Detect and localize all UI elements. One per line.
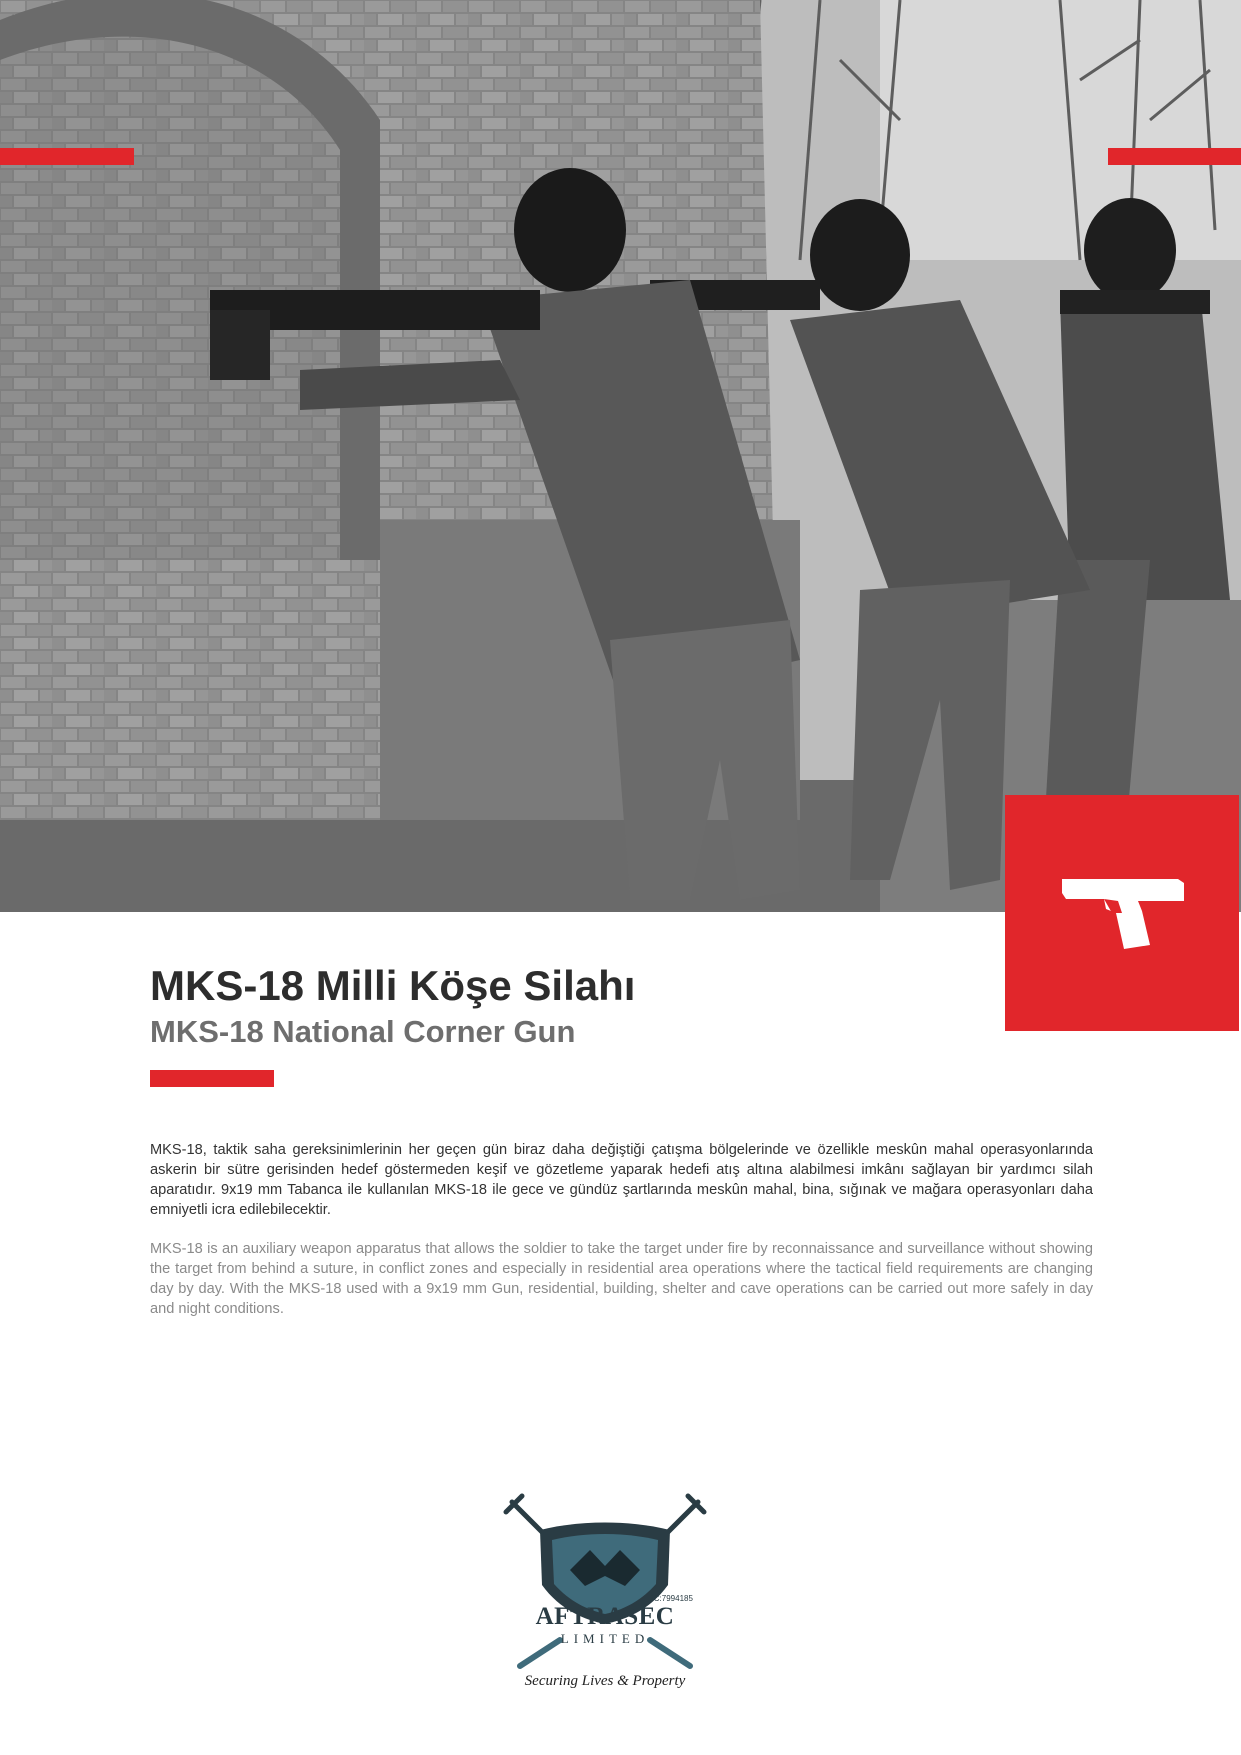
accent-bar-top-left bbox=[0, 148, 134, 165]
description-turkish: MKS-18, taktik saha gereksinimlerinin her geçen gün biraz daha değiştiği çatışma bölgelerinde ve özellikle meskûn mahal operasyonlarında askerin bir sütre gerisinden hedef göstermeden keşif ve gözetleme yaparak hedefi atış altına alabilmesi imkânı sağlayan bir yardımcı silah aparatıdır. 9x19 mm Tabanca ile kullanılan MKS-18 ile gece ve gündüz şartlarında meskûn mahal, bina, sığınak ve mağara operasyonları daha emniyetli icra edilebilecektir. bbox=[150, 1142, 1093, 1218]
page-subtitle: MKS-18 National Corner Gun bbox=[150, 1014, 576, 1049]
title-accent-bar bbox=[150, 1070, 274, 1087]
company-registration: RC:7994185 bbox=[648, 1594, 693, 1603]
company-suffix: LIMITED bbox=[560, 1631, 650, 1646]
description-english: MKS-18 is an auxiliary weapon apparatus that allows the soldier to take the target under fire by reconnaissance and surveillance without showing the target from behind a suture, in conflict zones and especially in residential area operations where the tactical field requirements are changing day by day. With the MKS-18 used with a 9x19 mm Gun, residential, building, shelter and cave operations can be carried out more safely in day and night conditions. bbox=[150, 1241, 1093, 1317]
pistol-icon bbox=[1060, 873, 1186, 949]
page-title: MKS-18 Milli Köşe Silahı bbox=[150, 962, 636, 1009]
company-logo bbox=[500, 1490, 710, 1710]
company-tagline: Securing Lives & Property bbox=[524, 1673, 686, 1689]
accent-bar-top-right bbox=[1108, 148, 1241, 165]
company-name: AFTRASEC bbox=[535, 1603, 675, 1630]
category-tile bbox=[1005, 795, 1239, 1031]
